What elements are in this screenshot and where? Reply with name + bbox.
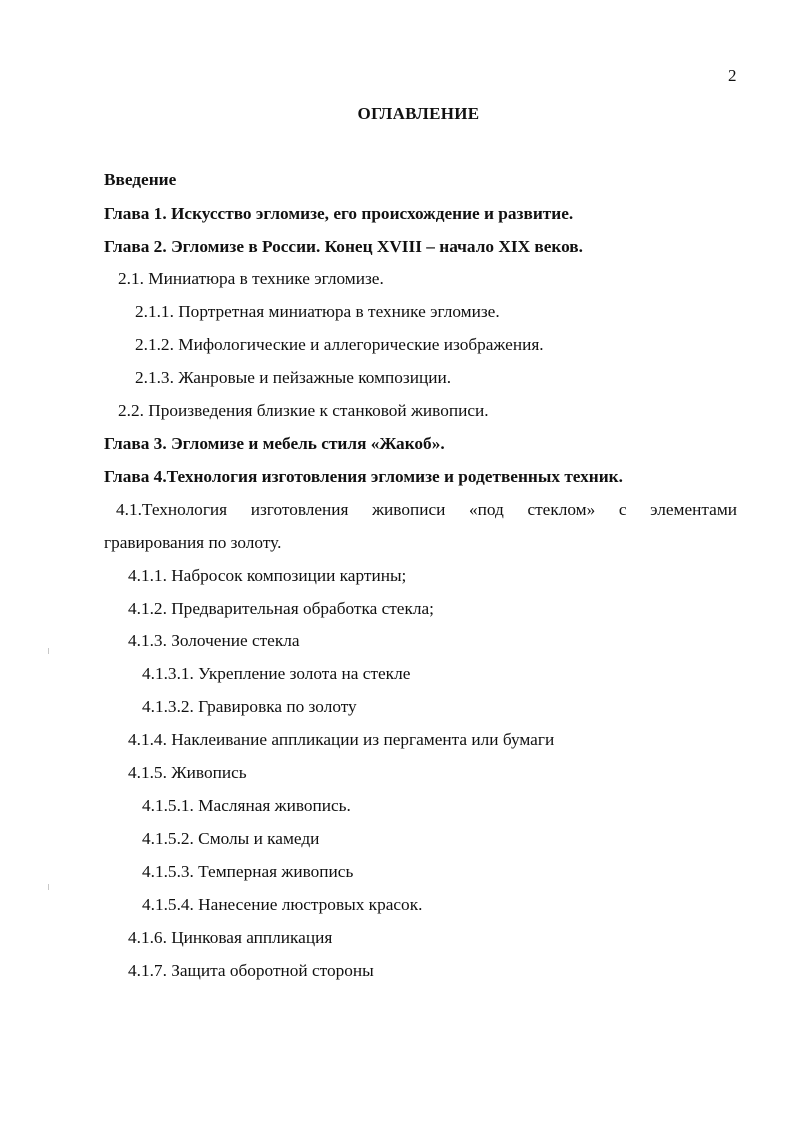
toc-section-4-1-5-4: 4.1.5.4. Нанесение люстровых красок. [142,895,423,914]
toc-section-4-1-5: 4.1.5. Живопись [128,763,247,782]
page-number: 2 [728,66,737,85]
toc-section-4-1-5-1: 4.1.5.1. Масляная живопись. [142,796,351,815]
toc-intro: Введение [104,170,177,189]
toc-section-2-1: 2.1. Миниатюра в технике эгломизе. [118,269,384,288]
toc-section-2-2: 2.2. Произведения близкие к станковой живописи. [118,401,489,420]
toc-section-4-1-line-2: гравирования по золоту. [104,533,282,552]
toc-section-4-1-6: 4.1.6. Цинковая аппликация [128,928,333,947]
toc-chapter-3: Глава 3. Эгломизе и мебель стиля «Жакоб». [104,434,445,453]
toc-section-4-1-line-1: 4.1.Технология изготовления живописи «под стеклом» с элементами [116,500,737,519]
toc-chapter-2: Глава 2. Эгломизе в России. Конец XVIII – начало XIX веков. [104,237,583,256]
toc-section-4-1-7: 4.1.7. Защита оборотной стороны [128,961,374,980]
scan-mark [48,648,49,654]
toc-section-4-1-4: 4.1.4. Наклеивание аппликации из пергамента или бумаги [128,730,555,749]
toc-section-4-1-2: 4.1.2. Предварительная обработка стекла; [128,599,434,618]
toc-section-4-1-3: 4.1.3. Золочение стекла [128,631,300,650]
toc-chapter-4: Глава 4.Технология изготовления эгломизе и родетвенных техник. [104,467,623,486]
toc-chapter-1: Глава 1. Искусство эгломизе, его происхождение и развитие. [104,204,574,223]
toc-section-4-1-5-3: 4.1.5.3. Темперная живопись [142,862,354,881]
toc-section-4-1-5-2: 4.1.5.2. Смолы и камеди [142,829,320,848]
toc-section-2-1-2: 2.1.2. Мифологические и аллегорические изображения. [135,335,544,354]
toc-section-2-1-3: 2.1.3. Жанровые и пейзажные композиции. [135,368,452,387]
scan-mark [48,884,49,890]
toc-section-2-1-1: 2.1.1. Портретная миниатюра в технике эгломизе. [135,302,500,321]
toc-section-4-1-1: 4.1.1. Набросок композиции картины; [128,566,407,585]
toc-section-4-1-3-2: 4.1.3.2. Гравировка по золоту [142,697,357,716]
page-title: ОГЛАВЛЕНИЕ [357,104,480,123]
toc-section-4-1-3-1: 4.1.3.1. Укрепление золота на стекле [142,664,411,683]
